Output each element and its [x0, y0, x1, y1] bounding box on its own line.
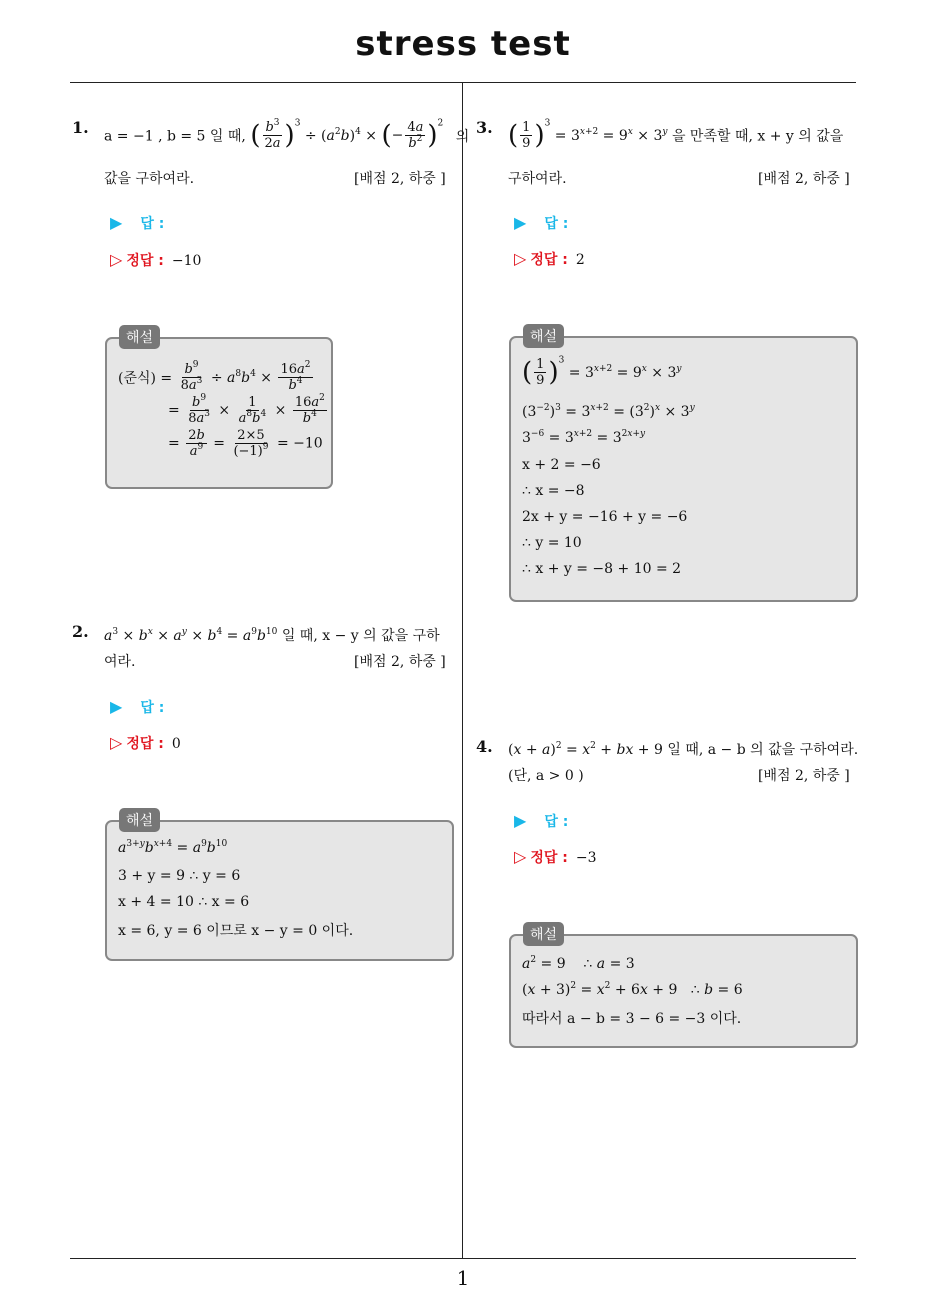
answer-label: 답 : [140, 216, 165, 232]
play-icon: ▶ [110, 697, 123, 716]
solution-text: = [168, 402, 180, 419]
solution-line: x = 6, y = 6 이므로 x − y = 0 이다. [118, 923, 354, 939]
question-text-line2: 값을 구하여라. [104, 171, 195, 187]
question-number: 3. [476, 118, 493, 137]
answer-label: 답 : [544, 814, 569, 830]
solution-tag: 해설 [523, 922, 564, 946]
solution-line: x + 2 = −6 [522, 457, 601, 473]
solution-line: ( $\frac{1}{9}$ )$^3 = 3^{x+2} = 9^x \times 3^y$ [522, 355, 682, 388]
question-number: 1. [72, 118, 89, 137]
question-number: 4. [476, 737, 493, 756]
solution-line: 따라서 a − b = 3 − 6 = −3 이다. [522, 1011, 742, 1027]
solution-line: 3 + y = 9 ∴ y = 6 [118, 868, 241, 884]
answer-row [110, 213, 164, 233]
solution-line: $3^{-6} = 3^{x+2} = 3^{2x+y}$ [522, 429, 646, 446]
correct-label: 정답 : [126, 736, 164, 752]
correct-label: 정답 : [530, 252, 568, 268]
solution-line: = $\frac{b^9}{8a^3}$ × $\frac{1}{a^8b^4}$ × $\frac{16a^2}{b^4}$ [168, 393, 325, 426]
solution-line: (준식) = $\frac{b^9}{8a^3}$ ÷ $a^8b^4$ × $\frac{16a^2}{b^4}$ [118, 360, 311, 393]
header-rule [70, 82, 856, 83]
play-icon: ▶ [514, 213, 527, 232]
triangle-outline-icon: ▷ [110, 250, 123, 269]
answer-label: 답 : [140, 700, 165, 716]
solution-text: (준식) = [118, 370, 173, 387]
play-icon: ▶ [110, 213, 123, 232]
question-text: a = −1 , b = 5 일 때, ( $\frac{b^3}{2a}$ )$^3 \div (a^2b)^4$ × (− $\frac{4a}{b^2}$ )$^2$ 의 [104, 118, 470, 151]
solution-tag: 해설 [523, 324, 564, 348]
question-text-part: 을 만족할 때, x + y 의 값을 [671, 128, 844, 145]
question-text-part: a = −1 , b = 5 일 때, [104, 128, 246, 145]
footer-rule [70, 1258, 856, 1259]
correct-answer-row [110, 250, 201, 270]
triangle-outline-icon: ▷ [514, 249, 527, 268]
question-text-part: 일 때, x − y 의 값을 구하 [281, 628, 440, 644]
solution-line: x + 4 = 10 ∴ x = 6 [118, 894, 250, 910]
solution-line: 2x + y = −16 + y = −6 [522, 509, 688, 525]
question-text-line2: 구하여라. [508, 171, 567, 187]
solution-line: $(3^{-2})^3 = 3^{x+2} = (3^2)^x \times 3^y$ [522, 403, 695, 420]
correct-answer-row [110, 733, 181, 753]
score-label: [배점 2, 하중 ] [758, 171, 850, 187]
question-number: 2. [72, 622, 89, 641]
correct-label: 정답 : [530, 850, 568, 866]
solution-line: $a^{3+y}b^{x+4} = a^9b^{10}$ [118, 839, 228, 856]
triangle-outline-icon: ▷ [514, 847, 527, 866]
score-label: [배점 2, 하중 ] [354, 654, 446, 670]
correct-value: 2 [575, 252, 585, 268]
answer-row [110, 697, 164, 717]
score-label: [배점 2, 하중 ] [758, 768, 850, 784]
question-text-line2: 여라. [104, 654, 136, 670]
answer-row [514, 213, 568, 233]
correct-label: 정답 : [126, 253, 164, 269]
page-number: 1 [456, 1266, 470, 1290]
solution-line: ∴ y = 10 [522, 535, 582, 551]
column-divider [462, 83, 463, 1259]
question-text: $(x + a)^2 = x^2$ + bx + 9 일 때, a − b 의 값을 구하여라. [508, 741, 859, 758]
solution-line: $(x + 3)^2 = x^2 + 6x + 9$ ∴ b = 6 [522, 981, 743, 998]
question-text: ( $\frac{1}{9}$ )$^3 = 3^{x+2} = 9^x \times 3^y$ 을 만족할 때, x + y 의 값을 [508, 118, 844, 151]
score-label: [배점 2, 하중 ] [354, 171, 446, 187]
solution-line: ∴ x = −8 [522, 483, 585, 499]
solution-line: = $\frac{2b}{a^9}$ = $\frac{2\times 5}{(-1)^9}$ = −10 [168, 428, 323, 459]
solution-text: = [168, 435, 180, 452]
answer-row [514, 811, 568, 831]
question-text-part: 의 [455, 128, 470, 145]
question-text-part: 일 때, a − b 의 값을 구하여라. [667, 742, 859, 758]
triangle-outline-icon: ▷ [110, 733, 123, 752]
solution-line: $a^2 = 9$ ∴ a = 3 [522, 955, 635, 972]
solution-line: ∴ x + y = −8 + 10 = 2 [522, 561, 682, 577]
correct-value: −10 [171, 253, 202, 269]
correct-value: −3 [575, 850, 597, 866]
answer-label: 답 : [544, 216, 569, 232]
correct-value: 0 [171, 736, 181, 752]
correct-answer-row [514, 847, 596, 867]
play-icon: ▶ [514, 811, 527, 830]
correct-answer-row [514, 249, 585, 269]
question-text: $a^3 \times b^x \times a^y \times b^4 = a^9b^{10}$ 일 때, x − y 의 값을 구하 [104, 627, 440, 644]
solution-tag: 해설 [119, 808, 160, 832]
page-title: stress test [355, 24, 571, 64]
solution-tag: 해설 [119, 325, 160, 349]
question-text-line2: (단, a > 0 ) [508, 768, 584, 784]
